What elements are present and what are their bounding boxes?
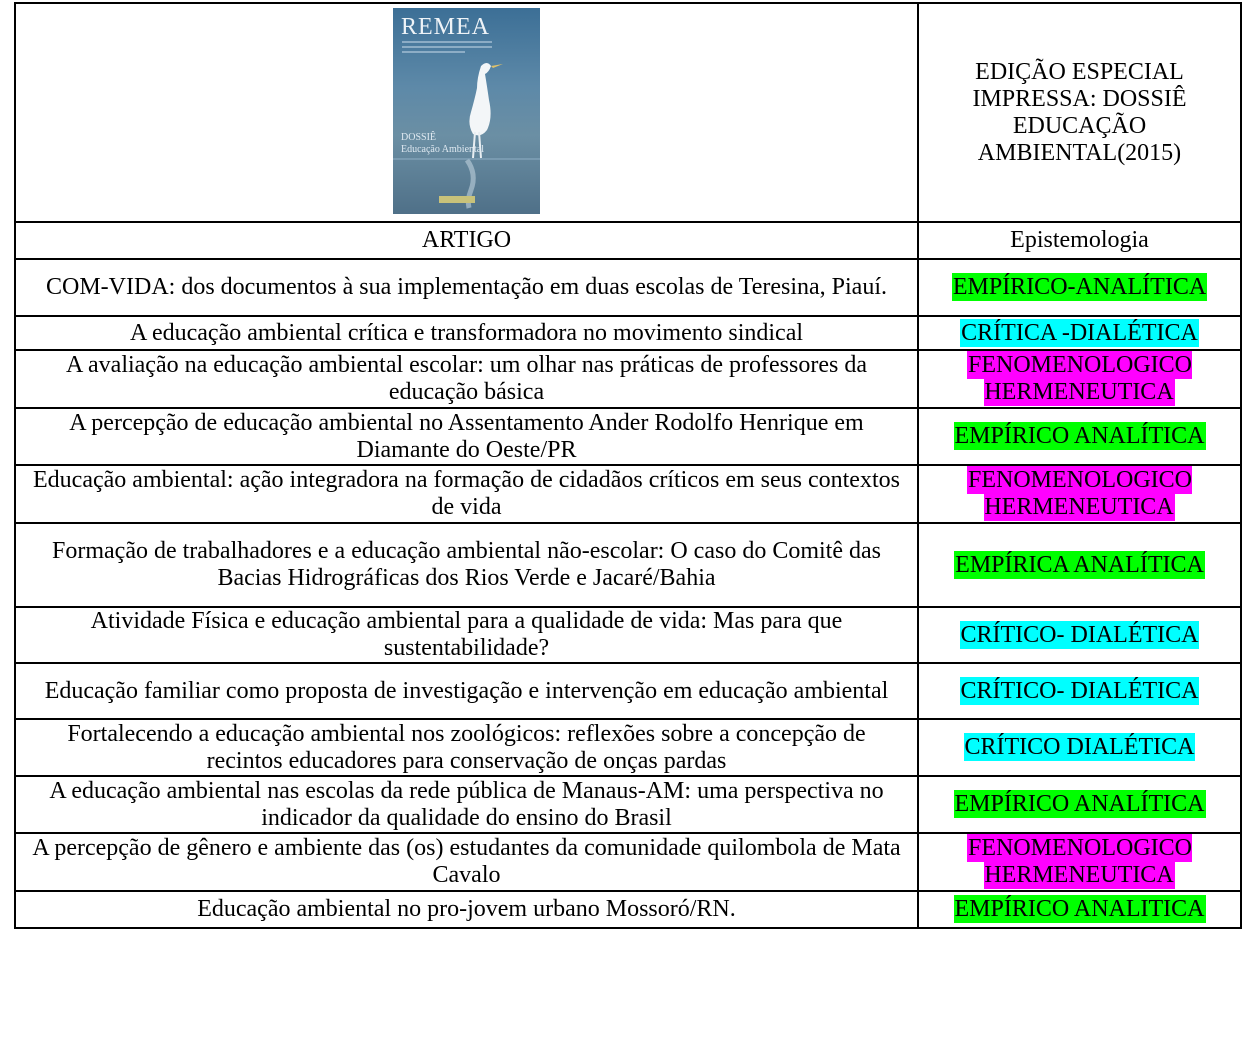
- column-header-epistemology: Epistemologia: [918, 222, 1241, 259]
- epistemology-label: EMPÍRICA ANALÍTICA: [955, 551, 1204, 578]
- epistemology-cell: [918, 316, 1241, 350]
- cover-cell: [15, 3, 918, 222]
- article-title: A educação ambiental nas escolas da rede pública de Manaus-AM: uma perspectiva no indicador da qualidade do ensino do Brasil: [15, 776, 918, 833]
- header-row: [15, 3, 1241, 222]
- column-header-row: [15, 222, 1241, 259]
- edition-title: EDIÇÃO ESPECIAL IMPRESSA: DOSSIÊ EDUCAÇÃO AMBIENTAL(2015): [918, 3, 1241, 222]
- journal-cover-image: [393, 8, 540, 214]
- table-row: [15, 719, 1241, 776]
- table-row: [15, 316, 1241, 350]
- cover-title: REMEA: [401, 14, 490, 40]
- epistemology-label: CRÍTICO- DIALÉTICA: [960, 677, 1199, 704]
- epistemology-label: FENOMENOLOGICO HERMENEUTICA: [968, 467, 1192, 520]
- table-row: [15, 465, 1241, 523]
- dossie-table: [14, 2, 1242, 929]
- article-title: A percepção de gênero e ambiente das (os) estudantes da comunidade quilombola de Mata Cavalo: [15, 833, 918, 891]
- epistemology-cell: [918, 259, 1241, 316]
- article-title: COM-VIDA: dos documentos à sua implementação em duas escolas de Teresina, Piauí.: [15, 259, 918, 316]
- publisher-logo: [439, 196, 475, 203]
- table-row: [15, 776, 1241, 833]
- table-row: [15, 833, 1241, 891]
- epistemology-label: FENOMENOLOGICO HERMENEUTICA: [968, 835, 1192, 888]
- epistemology-cell: [918, 663, 1241, 719]
- epistemology-label: EMPÍRICO ANALÍTICA: [954, 791, 1205, 817]
- article-rows: [15, 259, 1241, 928]
- article-title: Educação ambiental: ação integradora na formação de cidadãos críticos em seus contextos de vida: [15, 465, 918, 523]
- epistemology-cell: [918, 465, 1241, 523]
- epistemology-label: EMPÍRICO-ANALÍTICA: [952, 274, 1207, 300]
- table-row: [15, 663, 1241, 719]
- epistemology-label: FENOMENOLOGICO HERMENEUTICA: [968, 352, 1192, 405]
- epistemology-cell: [918, 408, 1241, 465]
- epistemology-label: CRÍTICO- DIALÉTICA: [960, 621, 1199, 648]
- epistemology-label: EMPÍRICO ANALITICA: [954, 896, 1205, 922]
- cover-dossie-text: [401, 132, 484, 156]
- epistemology-cell: [918, 833, 1241, 891]
- cover-dossie-line2: Educação Ambiental: [401, 144, 485, 155]
- article-title: Formação de trabalhadores e a educação ambiental não-escolar: O caso do Comitê das Bacias Hidrográficas dos Rios Verde e Jacaré/Bahia: [15, 523, 918, 607]
- epistemology-cell: [918, 523, 1241, 607]
- table-row: [15, 607, 1241, 663]
- epistemology-cell: [918, 776, 1241, 833]
- heron-illustration: [393, 8, 540, 214]
- table-row: [15, 408, 1241, 465]
- article-title: Atividade Física e educação ambiental para a qualidade de vida: Mas para que sustentabilidade?: [15, 607, 918, 663]
- table-row: [15, 259, 1241, 316]
- table-row: [15, 350, 1241, 408]
- table-row: [15, 523, 1241, 607]
- column-header-article: ARTIGO: [15, 222, 918, 259]
- epistemology-label: CRÍTICO DIALÉTICA: [964, 734, 1195, 760]
- article-title: Educação familiar como proposta de investigação e intervenção em educação ambiental: [15, 663, 918, 719]
- article-title: Fortalecendo a educação ambiental nos zoológicos: reflexões sobre a concepção de recintos educadores para conservação de onças pardas: [15, 719, 918, 776]
- epistemology-cell: [918, 719, 1241, 776]
- article-title: A educação ambiental crítica e transformadora no movimento sindical: [15, 316, 918, 350]
- epistemology-label: CRÍTICA -DIALÉTICA: [961, 319, 1198, 346]
- cover-dossie-line1: DOSSIÊ: [401, 132, 437, 143]
- article-title: A avaliação na educação ambiental escolar: um olhar nas práticas de professores da educação básica: [15, 350, 918, 408]
- article-title: Educação ambiental no pro-jovem urbano Mossoró/RN.: [15, 891, 918, 928]
- epistemology-cell: [918, 607, 1241, 663]
- article-title: A percepção de educação ambiental no Assentamento Ander Rodolfo Henrique em Diamante do Oeste/PR: [15, 408, 918, 465]
- epistemology-label: EMPÍRICO ANALÍTICA: [954, 423, 1205, 449]
- epistemology-cell: [918, 350, 1241, 408]
- epistemology-cell: [918, 891, 1241, 928]
- table-row: [15, 891, 1241, 928]
